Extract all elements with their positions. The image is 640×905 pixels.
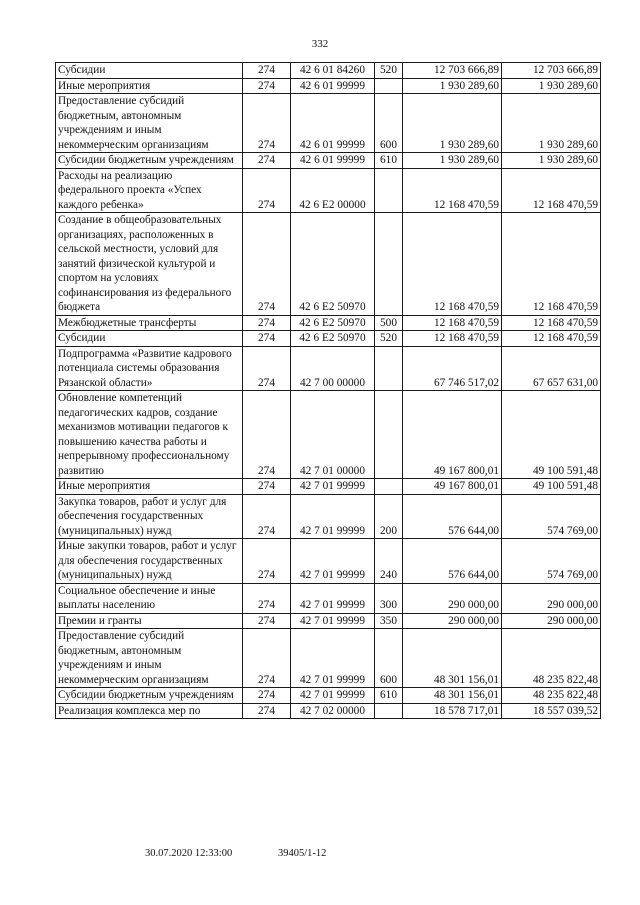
row-ministry-code: 274 [243, 213, 291, 316]
row-name: Предоставление субсидий бюджетным, автономным учреждениям и иным некоммерческим организациям [56, 94, 243, 153]
row-ministry-code: 274 [243, 539, 291, 584]
table-row [56, 78, 601, 94]
row-ministry-code: 274 [243, 583, 291, 613]
table-row [56, 153, 601, 169]
budget-table [55, 62, 601, 719]
table-row [56, 213, 601, 316]
row-name: Премии и гранты [56, 613, 243, 629]
row-target-article: 42 7 01 99999 [291, 629, 375, 688]
row-amount-executed: 48 235 822,48 [502, 688, 601, 704]
row-amount-2020: 12 168 470,59 [403, 315, 502, 331]
row-expense-type: 600 [375, 629, 403, 688]
row-ministry-code: 274 [243, 153, 291, 169]
row-expense-type: 520 [375, 331, 403, 347]
row-name: Иные мероприятия [56, 78, 243, 94]
row-amount-2020: 67 746 517,02 [403, 346, 502, 391]
row-amount-2020: 48 301 156,01 [403, 688, 502, 704]
row-name: Обновление компетенций педагогических кадров, создание механизмов мотивации педагогов к повышению качества работы и непрерывному профессиональному развитию [56, 391, 243, 479]
row-target-article: 42 6 E2 00000 [291, 168, 375, 213]
row-expense-type: 200 [375, 494, 403, 539]
row-expense-type: 300 [375, 583, 403, 613]
row-expense-type [375, 479, 403, 495]
row-name: Субсидии [56, 63, 243, 79]
row-name: Создание в общеобразовательных организациях, расположенных в сельской местности, условий для занятий физической культурой и спортом на условиях софинансирования из федерального бюджета [56, 213, 243, 316]
row-amount-2020: 290 000,00 [403, 613, 502, 629]
row-name: Предоставление субсидий бюджетным, автономным учреждениям и иным некоммерческим организациям [56, 629, 243, 688]
row-name: Субсидии бюджетным учреждениям [56, 153, 243, 169]
row-amount-2020: 12 168 470,59 [403, 168, 502, 213]
table-row [56, 391, 601, 479]
row-ministry-code: 274 [243, 63, 291, 79]
row-ministry-code: 274 [243, 629, 291, 688]
row-name: Иные мероприятия [56, 479, 243, 495]
row-target-article: 42 6 E2 50970 [291, 315, 375, 331]
row-expense-type: 610 [375, 153, 403, 169]
row-target-article: 42 7 01 00000 [291, 391, 375, 479]
row-expense-type [375, 168, 403, 213]
row-target-article: 42 6 01 84260 [291, 63, 375, 79]
row-name: Расходы на реализацию федерального проекта «Успех каждого ребенка» [56, 168, 243, 213]
table-row [56, 613, 601, 629]
row-amount-executed: 49 100 591,48 [502, 391, 601, 479]
row-amount-executed: 574 769,00 [502, 494, 601, 539]
row-ministry-code: 274 [243, 331, 291, 347]
table-row [56, 331, 601, 347]
row-amount-2020: 12 168 470,59 [403, 213, 502, 316]
row-expense-type: 610 [375, 688, 403, 704]
table-row [56, 315, 601, 331]
row-amount-executed: 12 168 470,59 [502, 213, 601, 316]
row-ministry-code: 274 [243, 315, 291, 331]
row-amount-2020: 1 930 289,60 [403, 153, 502, 169]
row-amount-2020: 576 644,00 [403, 539, 502, 584]
table-row [56, 703, 601, 719]
row-amount-executed: 1 930 289,60 [502, 78, 601, 94]
row-name: Закупка товаров, работ и услуг для обеспечения государственных (муниципальных) нужд [56, 494, 243, 539]
row-amount-executed: 12 703 666,89 [502, 63, 601, 79]
row-name: Субсидии [56, 331, 243, 347]
table-row [56, 688, 601, 704]
row-ministry-code: 274 [243, 613, 291, 629]
row-expense-type [375, 703, 403, 719]
row-amount-executed: 1 930 289,60 [502, 94, 601, 153]
row-amount-2020: 48 301 156,01 [403, 629, 502, 688]
budget-table-body [56, 63, 601, 719]
row-amount-executed: 574 769,00 [502, 539, 601, 584]
row-expense-type: 600 [375, 94, 403, 153]
table-row [56, 63, 601, 79]
row-ministry-code: 274 [243, 703, 291, 719]
row-name: Субсидии бюджетным учреждениям [56, 688, 243, 704]
row-ministry-code: 274 [243, 346, 291, 391]
row-target-article: 42 6 E2 50970 [291, 331, 375, 347]
row-amount-executed: 48 235 822,48 [502, 629, 601, 688]
row-target-article: 42 7 01 99999 [291, 479, 375, 495]
table-row [56, 479, 601, 495]
page-number: 332 [311, 38, 329, 50]
row-expense-type: 240 [375, 539, 403, 584]
table-row [56, 583, 601, 613]
row-target-article: 42 7 01 99999 [291, 494, 375, 539]
table-row [56, 94, 601, 153]
table-row [56, 168, 601, 213]
row-amount-executed: 1 930 289,60 [502, 153, 601, 169]
row-amount-executed: 12 168 470,59 [502, 315, 601, 331]
table-row [56, 494, 601, 539]
row-amount-executed: 12 168 470,59 [502, 331, 601, 347]
row-target-article: 42 7 01 99999 [291, 688, 375, 704]
row-expense-type [375, 391, 403, 479]
row-target-article: 42 7 01 99999 [291, 583, 375, 613]
row-ministry-code: 274 [243, 78, 291, 94]
row-amount-2020: 1 930 289,60 [403, 94, 502, 153]
row-target-article: 42 6 E2 50970 [291, 213, 375, 316]
table-row [56, 539, 601, 584]
row-amount-executed: 12 168 470,59 [502, 168, 601, 213]
row-amount-2020: 49 167 800,01 [403, 479, 502, 495]
row-amount-executed: 18 557 039,52 [502, 703, 601, 719]
row-ministry-code: 274 [243, 391, 291, 479]
row-target-article: 42 6 01 99999 [291, 94, 375, 153]
row-name: Межбюджетные трансферты [56, 315, 243, 331]
row-amount-executed: 290 000,00 [502, 583, 601, 613]
row-ministry-code: 274 [243, 688, 291, 704]
row-expense-type: 520 [375, 63, 403, 79]
row-target-article: 42 6 01 99999 [291, 153, 375, 169]
footer-doc-number: 39405/1-12 [278, 848, 327, 859]
row-ministry-code: 274 [243, 94, 291, 153]
row-target-article: 42 7 01 99999 [291, 539, 375, 584]
row-target-article: 42 6 01 99999 [291, 78, 375, 94]
footer-timestamp: 30.07.2020 12:33:00 [145, 848, 233, 859]
row-target-article: 42 7 02 00000 [291, 703, 375, 719]
row-name: Социальное обеспечение и иные выплаты населению [56, 583, 243, 613]
row-target-article: 42 7 00 00000 [291, 346, 375, 391]
row-ministry-code: 274 [243, 168, 291, 213]
row-expense-type [375, 213, 403, 316]
row-amount-2020: 576 644,00 [403, 494, 502, 539]
row-name: Подпрограмма «Развитие кадрового потенциала системы образования Рязанской области» [56, 346, 243, 391]
row-amount-executed: 67 657 631,00 [502, 346, 601, 391]
row-expense-type [375, 78, 403, 94]
row-ministry-code: 274 [243, 479, 291, 495]
table-row [56, 346, 601, 391]
row-amount-2020: 1 930 289,60 [403, 78, 502, 94]
row-amount-2020: 18 578 717,01 [403, 703, 502, 719]
row-amount-2020: 12 168 470,59 [403, 331, 502, 347]
table-row [56, 629, 601, 688]
row-expense-type [375, 346, 403, 391]
row-expense-type: 500 [375, 315, 403, 331]
row-expense-type: 350 [375, 613, 403, 629]
row-amount-2020: 290 000,00 [403, 583, 502, 613]
row-target-article: 42 7 01 99999 [291, 613, 375, 629]
row-amount-2020: 49 167 800,01 [403, 391, 502, 479]
row-ministry-code: 274 [243, 494, 291, 539]
row-amount-executed: 49 100 591,48 [502, 479, 601, 495]
row-amount-executed: 290 000,00 [502, 613, 601, 629]
row-amount-2020: 12 703 666,89 [403, 63, 502, 79]
row-name: Реализация комплекса мер по [56, 703, 243, 719]
row-name: Иные закупки товаров, работ и услуг для обеспечения государственных (муниципальных) нужд [56, 539, 243, 584]
